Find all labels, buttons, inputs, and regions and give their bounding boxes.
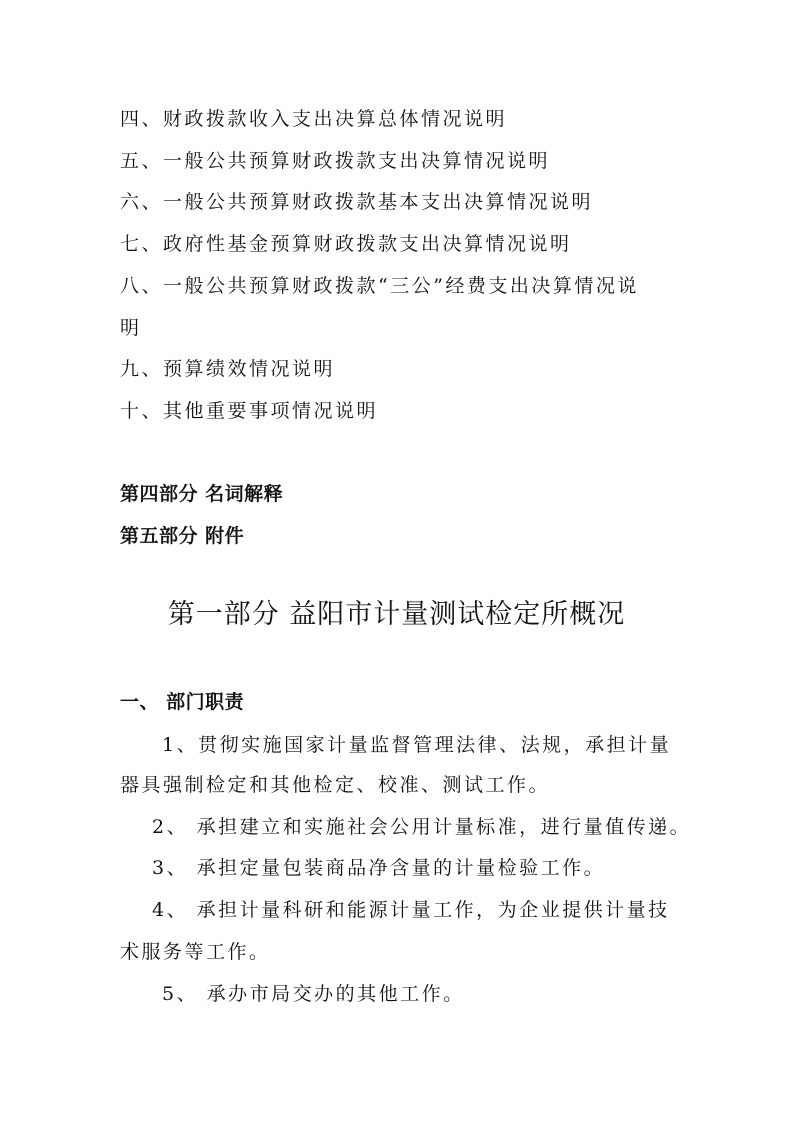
toc-item-10: 十、其他重要事项情况说明 — [120, 400, 379, 422]
toc-item-6: 六、一般公共预算财政拨款基本支出决算情况说明 — [120, 191, 594, 213]
duty-item-1: 1、贯彻实施国家计量监督管理法律、法规，承担计量 — [162, 734, 672, 756]
toc-item-8-continued: 明 — [120, 317, 142, 339]
toc-part4-heading: 第四部分 名词解释 — [120, 483, 284, 505]
duty-item-4-continued: 术服务等工作。 — [120, 941, 271, 963]
duty-item-1-continued: 器具强制检定和其他检定、校准、测试工作。 — [120, 774, 551, 796]
section1-heading: 一、 部门职责 — [120, 691, 245, 713]
toc-part5-heading: 第五部分 附件 — [120, 525, 245, 547]
duty-item-5: 5、 承办市局交办的其他工作。 — [162, 983, 465, 1005]
duty-item-3: 3、 承担定量包装商品净含量的计量检验工作。 — [152, 857, 606, 879]
toc-item-5: 五、一般公共预算财政拨款支出决算情况说明 — [120, 150, 551, 172]
toc-item-4: 四、财政拨款收入支出决算总体情况说明 — [120, 108, 508, 130]
duty-item-2: 2、 承担建立和实施社会公用计量标准，进行量值传递。 — [152, 816, 692, 838]
duty-item-4: 4、 承担计量科研和能源计量工作，为企业提供计量技 — [152, 899, 670, 921]
part1-title: 第一部分 益阳市计量测试检定所概况 — [167, 599, 626, 630]
toc-item-9: 九、预算绩效情况说明 — [120, 358, 336, 380]
toc-item-7: 七、政府性基金预算财政拨款支出决算情况说明 — [120, 233, 572, 255]
toc-item-8: 八、一般公共预算财政拨款“三公”经费支出决算情况说 — [120, 275, 639, 297]
